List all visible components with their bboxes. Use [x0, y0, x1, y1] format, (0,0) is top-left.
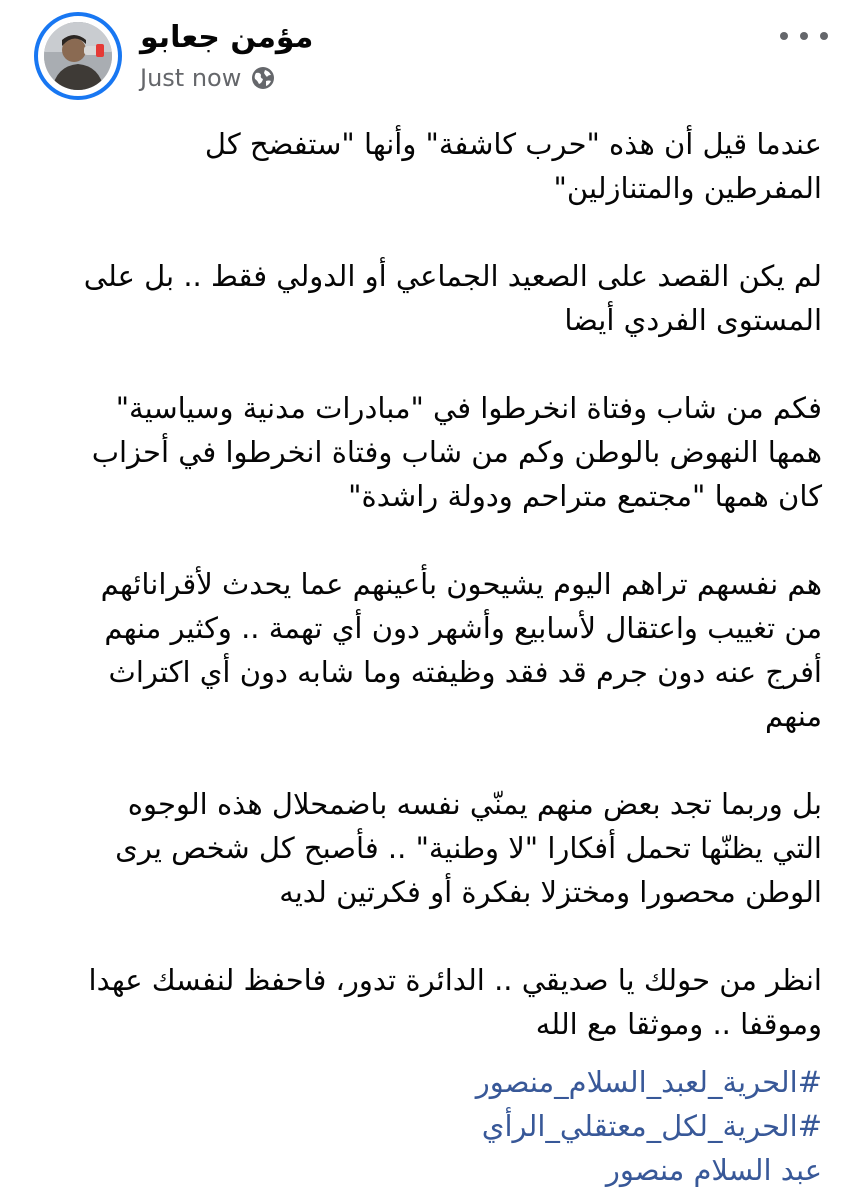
globe-icon: [251, 66, 275, 90]
post-paragraph: فكم من شاب وفتاة انخرطوا في "مبادرات مدنية وسياسية" همها النهوض بالوطن وكم من شاب وفتاة انخرطوا في أحزاب كان همها "مجتمع متراحم ودولة راشدة": [91, 391, 822, 513]
hashtag-list: [40, 1060, 822, 1192]
avatar-ring[interactable]: [34, 12, 122, 100]
post-paragraph: عندما قيل أن هذه "حرب كاشفة" وأنها "ستفضح كل المفرطين والمتنازلين": [204, 127, 822, 205]
post-paragraph: لم يكن القصد على الصعيد الجماعي أو الدولي فقط .. بل على المستوى الفردي أيضا: [83, 259, 822, 337]
post-text: [40, 122, 822, 1090]
author-name[interactable]: مؤمن جعابو: [140, 20, 314, 55]
post-meta: [140, 64, 275, 92]
post-paragraph: بل وربما تجد بعض منهم يمنّي نفسه باضمحلال هذه الوجوه التي يظنّها تحمل أفكارا "لا وطنية" .. فأصبح كل شخص يرى الوطن محصورا ومختزلا بفكرة أو فكرتين لديه: [115, 787, 822, 909]
dot-icon: [820, 32, 828, 40]
hashtag-link[interactable]: #الحرية_لعبد_السلام_منصور: [475, 1065, 822, 1099]
post-time[interactable]: Just now: [140, 64, 242, 92]
post-paragraph: انظر من حولك يا صديقي .. الدائرة تدور، فاحفظ لنفسك عهدا وموقفا .. وموثقا مع الله: [88, 963, 822, 1041]
more-options-button[interactable]: [780, 26, 828, 46]
dot-icon: [780, 32, 788, 40]
dot-icon: [800, 32, 808, 40]
hashtag-link[interactable]: #الحرية_لكل_معتقلي_الرأي: [481, 1109, 822, 1143]
post-paragraph: هم نفسهم تراهم اليوم يشيحون بأعينهم عما يحدث لأقرانائهم من تغييب واعتقال لأسابيع وأشهر دون أي تهمة .. وكثير منهم أفرج عنه دون جرم قد فقد وظيفته وما شابه دون أي اكتراث منهم: [100, 567, 822, 733]
hashtag-link[interactable]: عبد السلام منصور: [605, 1153, 822, 1187]
avatar-photo: [44, 22, 112, 90]
avatar[interactable]: [44, 22, 112, 90]
post-header: [0, 0, 852, 110]
